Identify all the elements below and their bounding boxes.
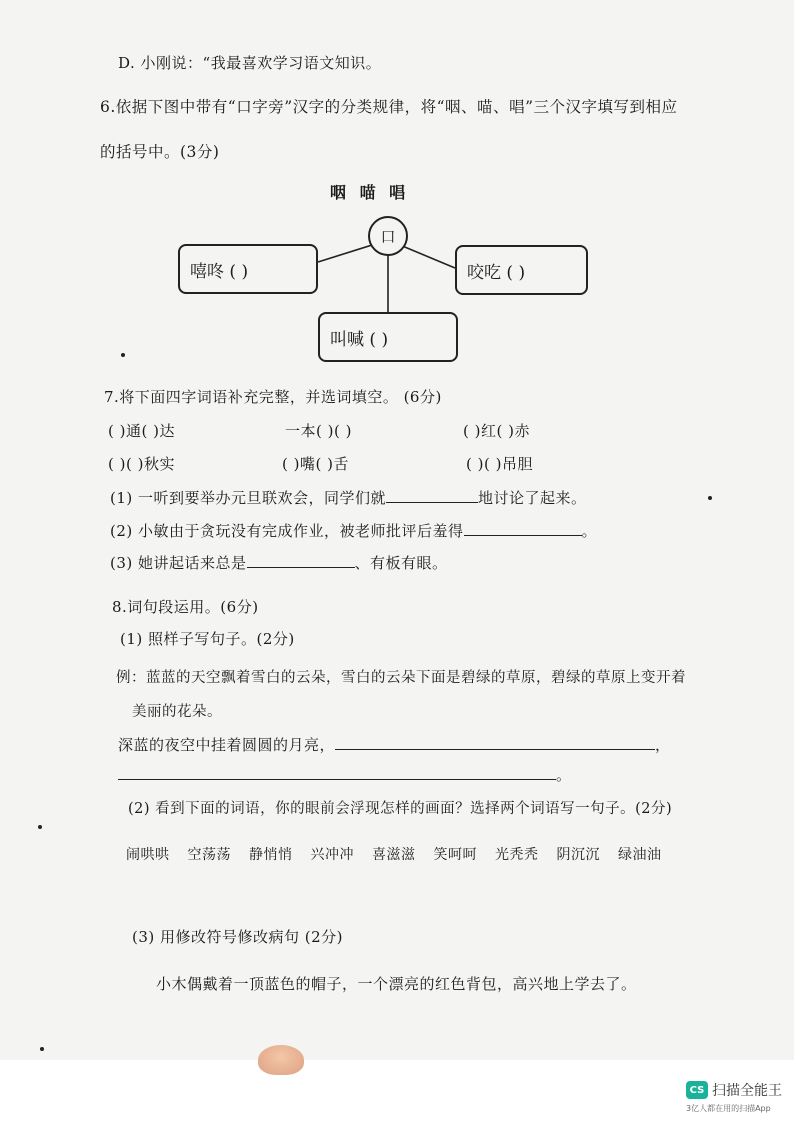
radical-label: 口: [380, 227, 396, 246]
q7-sentence-2-start: (2) 小敏由于贪玩没有完成作业，被老师批评后羞得: [110, 522, 464, 540]
q8-blank-2[interactable]: [118, 765, 556, 780]
word-item: 喜滋滋: [372, 847, 416, 863]
box-bottom-label: 叫喊 ( ): [330, 329, 389, 350]
category-box-right: [455, 245, 588, 295]
box-left-label: 嘻咚 ( ): [190, 261, 249, 282]
q7-idiom-1: ( )通( )达: [108, 422, 175, 440]
radical-circle: [368, 216, 408, 256]
word-item: 空荡荡: [187, 847, 231, 863]
q8-prompt-period: 。: [556, 766, 572, 784]
scan-speck: [121, 353, 125, 357]
q8-prompt-line2: [118, 764, 572, 785]
q7-blank-2[interactable]: [464, 521, 582, 536]
scan-speck: [38, 825, 42, 829]
scan-speck: [708, 496, 712, 500]
q8-part2-title: (2) 看到下面的词语，你的眼前会浮现怎样的画面？选择两个词语写一句子。(2分): [128, 801, 673, 817]
word-item: 笑呵呵: [433, 847, 477, 863]
q7-title: 7.将下面四字词语补充完整，并选词填空。 (6分): [104, 388, 442, 406]
q7-sentence-1-start: (1) 一听到要举办元旦联欢会，同学们就: [110, 489, 387, 507]
q7-idiom-3: ( )红( )赤: [463, 422, 530, 440]
q8-example-line2: 美丽的花朵。: [132, 704, 222, 720]
category-box-bottom: [318, 312, 458, 362]
q6-prompt-line2: 的括号中。(3分): [100, 143, 220, 161]
q7-idiom-4: ( )( )秋实: [108, 455, 175, 473]
q7-idiom-6: ( )( )吊胆: [466, 455, 533, 473]
q8-part3-title: (3) 用修改符号修改病句 (2分): [132, 928, 344, 946]
q8-sick-sentence: 小木偶戴着一顶蓝色的帽子，一个漂亮的红色背包，高兴地上学去了。: [156, 975, 637, 993]
camscanner-logo-icon: [686, 1081, 708, 1099]
q7-sentence-3-start: (3) 她讲起话来总是: [110, 554, 247, 572]
finger-thumb: [258, 1045, 304, 1075]
camscanner-tagline: 3亿人都在用的扫描App: [686, 1104, 771, 1113]
camscanner-logo-text: CS: [689, 1084, 705, 1096]
q7-idiom-5: ( )嘴( )舌: [282, 455, 349, 473]
q7-sentence-1: [110, 487, 587, 508]
q8-prompt-start: 深蓝的夜空中挂着圆圆的月亮，: [118, 736, 336, 754]
photo-margin: [0, 1060, 794, 1125]
q8-title: 8.词句段运用。(6分): [112, 598, 259, 616]
q8-word-list: [126, 844, 662, 864]
q8-part1-title: (1) 照样子写句子。(2分): [120, 630, 295, 648]
scan-speck: [40, 1047, 44, 1051]
camscanner-name: 扫描全能王: [712, 1083, 782, 1099]
q7-blank-1[interactable]: [386, 488, 478, 503]
q7-idiom-2: 一本( )( ): [285, 422, 352, 440]
q8-example-line1: 例：蓝蓝的天空飘着雪白的云朵，雪白的云朵下面是碧绿的草原，碧绿的草原上变开着: [116, 670, 686, 686]
category-box-left: [178, 244, 318, 294]
q8-prompt-comma: ，: [655, 736, 671, 754]
option-d: D. 小刚说：“我最喜欢学习语文知识。: [118, 54, 382, 72]
q7-sentence-2: [110, 520, 597, 541]
q6-prompt-line1: 6.依据下图中带有“口字旁”汉字的分类规律，将“咽、喵、唱”三个汉字填写到相应: [100, 98, 678, 116]
word-item: 阴沉沉: [556, 847, 600, 863]
word-item: 兴冲冲: [310, 847, 354, 863]
word-item: 静悄悄: [249, 847, 293, 863]
diagram-words: 咽 喵 唱: [330, 183, 410, 202]
q7-blank-3[interactable]: [247, 553, 355, 568]
q8-blank-1[interactable]: [335, 735, 655, 750]
word-item: 绿油油: [618, 847, 662, 863]
word-item: 闹哄哄: [126, 847, 170, 863]
word-item: 光秃秃: [495, 847, 539, 863]
q7-sentence-1-end: 地讨论了起来。: [478, 489, 587, 507]
box-right-label: 咬吃 ( ): [467, 262, 526, 283]
q8-prompt-line1: [118, 734, 671, 755]
q7-sentence-3: [110, 552, 448, 573]
q7-sentence-2-end: 。: [581, 522, 598, 540]
q7-sentence-3-end: 、有板有眼。: [354, 554, 448, 572]
